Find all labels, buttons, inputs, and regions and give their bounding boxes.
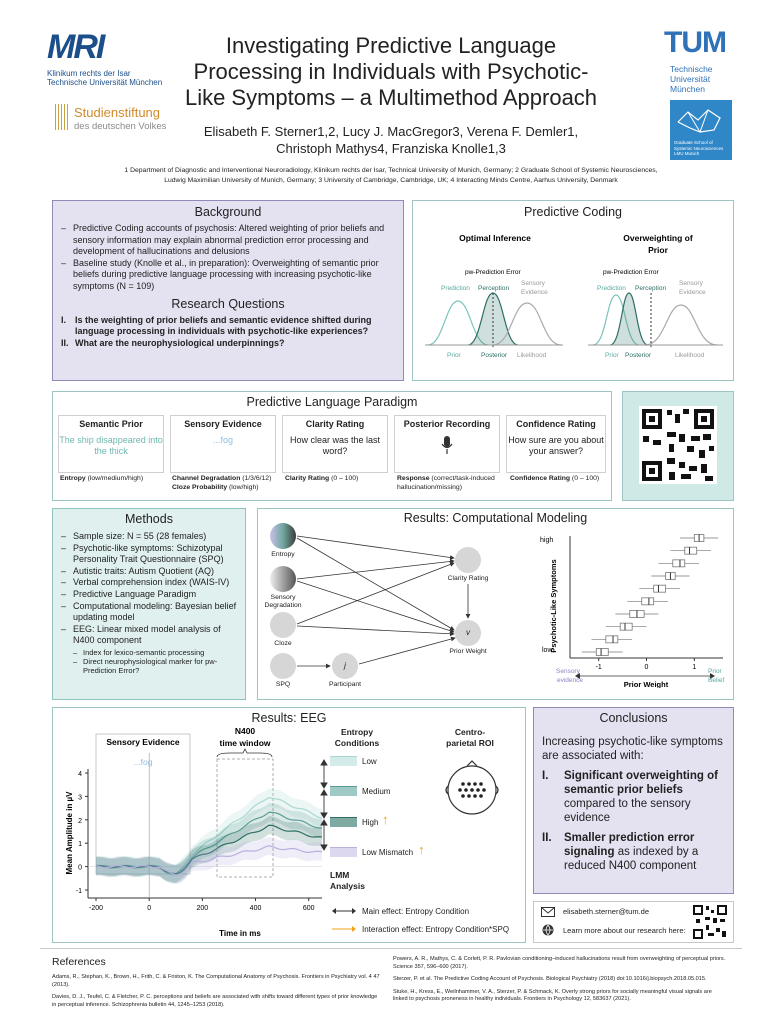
paradigm-card-semantic-prior <box>58 415 164 473</box>
methods-item: – Sample size: N = 55 (28 females) <box>61 531 239 543</box>
reference-item: Powers, A. R., Mathys, C. & Corlett, P. R. Pavlovian conditioning–induced hallucinations result from overweighting of perceptual priors. Science 357, 596–600 (2017). <box>393 956 726 970</box>
boxplot-right-label-1: Prior <box>708 668 722 675</box>
node-sensory-label: Sensory Degradation <box>264 594 302 609</box>
boxplot-x-tick-label: 1 <box>692 664 697 671</box>
methods-item: – Computational modeling: Bayesian belief updating model <box>61 601 239 624</box>
card-title: Sensory Evidence <box>184 419 262 429</box>
node-j-label: j <box>344 661 346 670</box>
pc-posterior-curve-right <box>610 293 648 345</box>
tum-line2: Universität <box>670 74 711 84</box>
references-left <box>52 974 382 1009</box>
studien-line2: des deutschen Volkes <box>74 121 167 132</box>
conclusions-intro: Increasing psychotic-like symptoms are associated with: <box>542 736 723 762</box>
paradigm-heading: Predictive Language Paradigm <box>246 395 418 409</box>
email-icon[interactable] <box>541 907 555 917</box>
background-list <box>61 223 395 293</box>
sensory-evidence-label: Sensory Evidence <box>106 737 180 747</box>
n400-label-1: N400 <box>234 726 256 736</box>
pc-likelihood-right: Likelihood <box>675 352 705 359</box>
fog-label: ...fog <box>133 757 153 767</box>
rq-item: II. What are the neurophysiological underpinnings? <box>61 337 285 348</box>
references-heading: References <box>52 956 106 968</box>
title-line3: Like Symptoms – a Multimethod Approach <box>184 85 598 110</box>
eeg-heading: Results: EEG <box>251 711 327 725</box>
boxplot-y-axis-label: Psychotic-Like Symptoms <box>549 559 558 653</box>
paradigm-foot-clarity: Clarity Rating (0 – 100) <box>285 475 359 482</box>
card-body: ...fog <box>212 435 233 445</box>
legend-high: High <box>362 818 379 827</box>
node-cloze <box>270 612 296 638</box>
eeg-x-tick-label: 0 <box>147 905 152 912</box>
pc-posterior-right: Posterior <box>625 352 652 359</box>
gsn-network-icon <box>670 102 732 140</box>
affil-line1: 1 Department of Diagnostic and Interventional Neuroradiology, Klinikum rechts der Isar, Technical University of Munich, Germany; 2 Graduate School of Systemic Neurosciences, <box>124 167 658 174</box>
predictive-coding-panel <box>412 200 734 381</box>
conclusions-heading: Conclusions <box>599 711 668 725</box>
interaction-label: Interaction effect: Entropy Condition*SPQ <box>362 925 510 934</box>
methods-heading: Methods <box>125 512 173 526</box>
methods-item: – Verbal comprehension index (WAIS-IV) <box>61 577 239 589</box>
boxplot-x-tick-label: 0 <box>644 664 649 671</box>
boxplot-right-label-2: Belief <box>708 677 725 684</box>
methods-list <box>61 531 239 647</box>
eeg-x-axis-label: Time in ms <box>219 929 261 938</box>
methods-panel <box>52 508 246 700</box>
reference-item: Sterzer, P. et al. The Predictive Coding Account of Psychosis. Biological Psychiatry (2018) doi:10.1016/j.biopsych.2018.05.015. <box>393 976 707 982</box>
pc-sensory-left-1: Sensory <box>521 280 545 287</box>
rq-heading: Research Questions <box>171 296 285 311</box>
pc-right-title-2: Prior <box>648 245 668 255</box>
paradigm-card-posterior-recording <box>394 415 500 473</box>
paradigm-foot-confidence: Confidence Rating (0 – 100) <box>510 475 600 482</box>
pc-sensory-left-2: Evidence <box>521 289 548 296</box>
authors-line1: Elisabeth F. Sterner1,2, Lucy J. MacGregor3, Verena F. Demler1, <box>203 124 579 139</box>
pc-pwpe-left: pw-Prediction Error <box>465 269 521 276</box>
eeg-x-tick-label: 600 <box>302 905 315 912</box>
card-title: Confidence Rating <box>516 419 596 429</box>
eeg-y-tick-label: -1 <box>75 888 82 895</box>
methods-item: – Psychotic-like symptoms: Schizotypal Personality Trait Questionnaire (SPQ) <box>61 543 239 566</box>
entropy-conditions-title: Entropy Conditions <box>334 727 380 748</box>
up-arrow-icon: ↑ <box>418 842 425 857</box>
tum-line3: München <box>670 84 705 94</box>
eeg-x-tick-label: 200 <box>196 905 209 912</box>
gsn-line1: Graduate School of <box>674 140 713 145</box>
roi-title: Centro- parietal ROI <box>446 727 494 748</box>
affil-line2: Ludwig Maximilian University of Munich, Germany; 3 University of Cambridge, Cambridge, UK; 4 Interacting Minds Centre, Aarhus University, Denmark <box>164 177 618 184</box>
gsn-line2: Systemic Neurosciences <box>674 145 724 151</box>
pc-likelihood-curve-right <box>645 305 717 345</box>
pc-right-title-1: Overweighting of <box>623 233 693 243</box>
references-right <box>393 956 727 1004</box>
background-item: – Baseline study (Knolle et al., in preparation): Overweighting of semantic prior beliefs during predictive language processing with increasing psychotic-like symptoms (N = 109) <box>61 258 395 293</box>
card-title: Clarity Rating <box>305 419 365 429</box>
mri-logo: MRI <box>47 28 104 66</box>
boxplot-box <box>642 598 654 605</box>
interaction-arrow-icon <box>332 925 356 933</box>
main-effect-label: Main effect: Entropy Condition <box>362 907 470 916</box>
poster-title <box>160 33 622 111</box>
eeg-x-tick-label: -200 <box>88 905 104 912</box>
boxplot-box <box>596 649 608 656</box>
studien-line1: Studienstiftung <box>74 105 161 120</box>
boxplot-box <box>673 560 685 567</box>
conclusion-item-1: I. Significant overweighting of semantic prior beliefs compared to the sensory evidence <box>542 770 718 824</box>
boxplot-y-low: low <box>542 647 553 654</box>
paradigm-foot-response: Response (correct/task-induced hallucination/missing) <box>397 475 495 491</box>
title-line1: Investigating Predictive Language <box>225 33 557 58</box>
gsn-logo <box>670 100 732 160</box>
boxplot-box <box>654 585 666 592</box>
boxplot-left-label-2: evidence <box>557 677 584 684</box>
card-body: The ship disappeared into the thick <box>59 435 163 456</box>
lmm-brackets-icon <box>316 758 336 858</box>
pc-left-title: Optimal Inference <box>459 233 531 243</box>
title-line2: Processing in Individuals with Psychotic- <box>193 59 589 84</box>
card-body: How clear was the last word? <box>289 435 381 456</box>
n400-brace <box>217 749 272 757</box>
boxplot-box <box>606 636 618 643</box>
references-divider <box>40 948 742 949</box>
main-effect-arrow-icon <box>332 907 356 915</box>
boxplot-box <box>685 547 697 554</box>
node-clarity-label: Clarity Rating <box>447 575 489 582</box>
paradigm-card-clarity-rating <box>282 415 388 473</box>
globe-icon[interactable] <box>542 924 554 936</box>
head-roi-icon <box>442 760 502 818</box>
conclusion-item-2: II. Smaller prediction error signaling as indexed by a reduced N400 component <box>542 832 699 872</box>
authors-line2: Christoph Mathys4, Franziska Knolle1,3 <box>276 141 506 156</box>
paradigm-foot-degradation: Channel Degradation (1/3/6/12) Cloze Probability (low/high) <box>172 475 272 491</box>
pc-prior-right: Prior <box>605 352 619 359</box>
sensory-evidence-box <box>96 734 190 874</box>
card-body: How sure are you about your answer? <box>508 435 604 456</box>
card-title: Semantic Prior <box>79 419 143 429</box>
eeg-y-tick-label: 2 <box>78 817 82 825</box>
mri-line2: Technische Universität München <box>47 78 163 87</box>
eeg-y-axis-label: Mean Amplitude in µV <box>65 791 74 875</box>
qr-code-small-icon[interactable] <box>692 904 728 940</box>
methods-item: – EEG: Linear mixed model analysis of N400 component <box>61 624 239 647</box>
node-clarity <box>455 547 481 573</box>
tum-logo: TUM <box>664 26 726 59</box>
boxplot-x-axis-label: Prior Weight <box>623 680 669 688</box>
boxplot-left-label-1: Sensory <box>556 668 580 675</box>
legend-low: Low <box>362 757 377 766</box>
node-spq <box>270 653 296 679</box>
node-cloze-label: Cloze <box>274 640 292 647</box>
boxplot-x-tick-label: -1 <box>595 664 602 671</box>
n400-label-2: time window <box>219 738 271 748</box>
pc-perception-left: Perception <box>478 285 510 292</box>
methods-sublist <box>73 648 239 675</box>
node-sensory <box>270 566 296 592</box>
methods-subitem: – Direct neurophysiological marker for pw-Prediction Error? <box>73 657 239 675</box>
up-arrow-icon: ↑ <box>382 812 389 827</box>
pc-sensory-right-1: Sensory <box>679 280 703 287</box>
tum-line1: Technische <box>670 64 713 74</box>
pc-likelihood-left: Likelihood <box>517 352 547 359</box>
paradigm-card-confidence-rating <box>506 415 606 473</box>
qr-panel[interactable] <box>622 391 734 501</box>
email-link[interactable]: elisabeth.sterner@tum.de <box>563 907 649 916</box>
conclusions-panel <box>533 707 734 894</box>
authors <box>150 123 632 157</box>
pc-heading: Predictive Coding <box>524 205 622 219</box>
paradigm-card-sensory-evidence <box>170 415 276 473</box>
eeg-y-tick-label: 0 <box>78 864 82 872</box>
pc-prediction-right: Prediction <box>597 285 626 292</box>
microphone-icon <box>440 435 454 455</box>
node-participant-label: Participant <box>328 681 362 688</box>
lmm-title: LMM Analysis <box>330 870 365 891</box>
node-spq-label: SPQ <box>275 681 291 688</box>
pc-prediction-left: Prediction <box>441 285 470 292</box>
affiliations <box>100 166 682 186</box>
prior-weight-boxplot <box>528 528 728 688</box>
node-entropy-label: Entropy <box>271 551 295 558</box>
mri-line1: Klinikum rechts der Isar <box>47 69 131 78</box>
pc-figure <box>413 223 733 373</box>
eeg-y-tick-label: 4 <box>78 771 82 778</box>
tum-text <box>670 64 713 94</box>
eeg-x-tick-label: 400 <box>249 905 262 912</box>
gsn-line3: LMU Munich <box>674 151 700 156</box>
methods-subitem: – Index for lexico-semantic processing <box>73 648 239 657</box>
qr-code-icon[interactable] <box>639 406 717 484</box>
background-panel <box>52 200 404 381</box>
background-heading: Background <box>194 205 262 219</box>
legend-low-mismatch: Low Mismatch <box>362 848 414 857</box>
methods-item: – Autistic traits: Autism Quotient (AQ) <box>61 566 239 578</box>
boxplot-y-high: high <box>540 537 554 544</box>
pc-prior-left: Prior <box>447 352 461 359</box>
pc-perception-right: Perception <box>635 285 667 292</box>
card-title: Posterior Recording <box>403 419 491 429</box>
studien-icon <box>55 104 69 130</box>
eeg-y-tick-label: 1 <box>78 841 82 849</box>
legend-medium: Medium <box>362 787 391 796</box>
node-v-label: v <box>466 628 470 637</box>
paradigm-foot-entropy: Entropy (low/medium/high) <box>60 475 144 482</box>
background-item: – Predictive Coding accounts of psychosis: Altered weighting of prior beliefs and sensory information may explain abnormal prediction error processing and development of hallucinations and delusions <box>61 223 395 258</box>
reference-item: Stuke, H., Kress, E., Weilnhammer, V. A., Sterzer, P. & Schmack, K. Overly strong priors for socially meaningful visual signals are linked to psychosis proneness in healthy individuals. Frontiers in Psychology 12, 583637 (2021). <box>393 988 712 1002</box>
node-prior-weight-label: Prior Weight <box>449 648 487 655</box>
reference-item: Adams, R., Stephan, K., Brown, H., Frith, C. & Friston, K. The Computational Anatomy of Psychosis. Frontiers in Psychiatry vol. 4 47 (2013). <box>52 974 380 988</box>
node-entropy <box>270 523 296 549</box>
comp-model-heading: Results: Computational Modeling <box>403 511 588 525</box>
reference-item: Davies, D. J., Teufel, C. & Fletcher, P. C. perceptions and beliefs are associated with shifts toward different types of prior knowledge in perceptual inference. Schizophrenia bulletin 44, 1245–1253 (2018). <box>52 994 378 1008</box>
learn-more-link[interactable]: Learn more about our research here: <box>563 926 686 935</box>
pc-posterior-left: Posterior <box>481 352 508 359</box>
rq-list <box>61 315 395 350</box>
pc-pwpe-right: pw-Prediction Error <box>603 269 659 276</box>
rq-item: I. Is the weighting of prior beliefs and semantic evidence shifted during language processing in individuals with psychotic-like experiences? <box>61 314 372 337</box>
eeg-y-tick-label: 3 <box>78 794 82 802</box>
boxplot-box <box>620 623 632 630</box>
methods-item: – Predictive Language Paradigm <box>61 589 239 601</box>
pc-sensory-right-2: Evidence <box>679 289 706 296</box>
